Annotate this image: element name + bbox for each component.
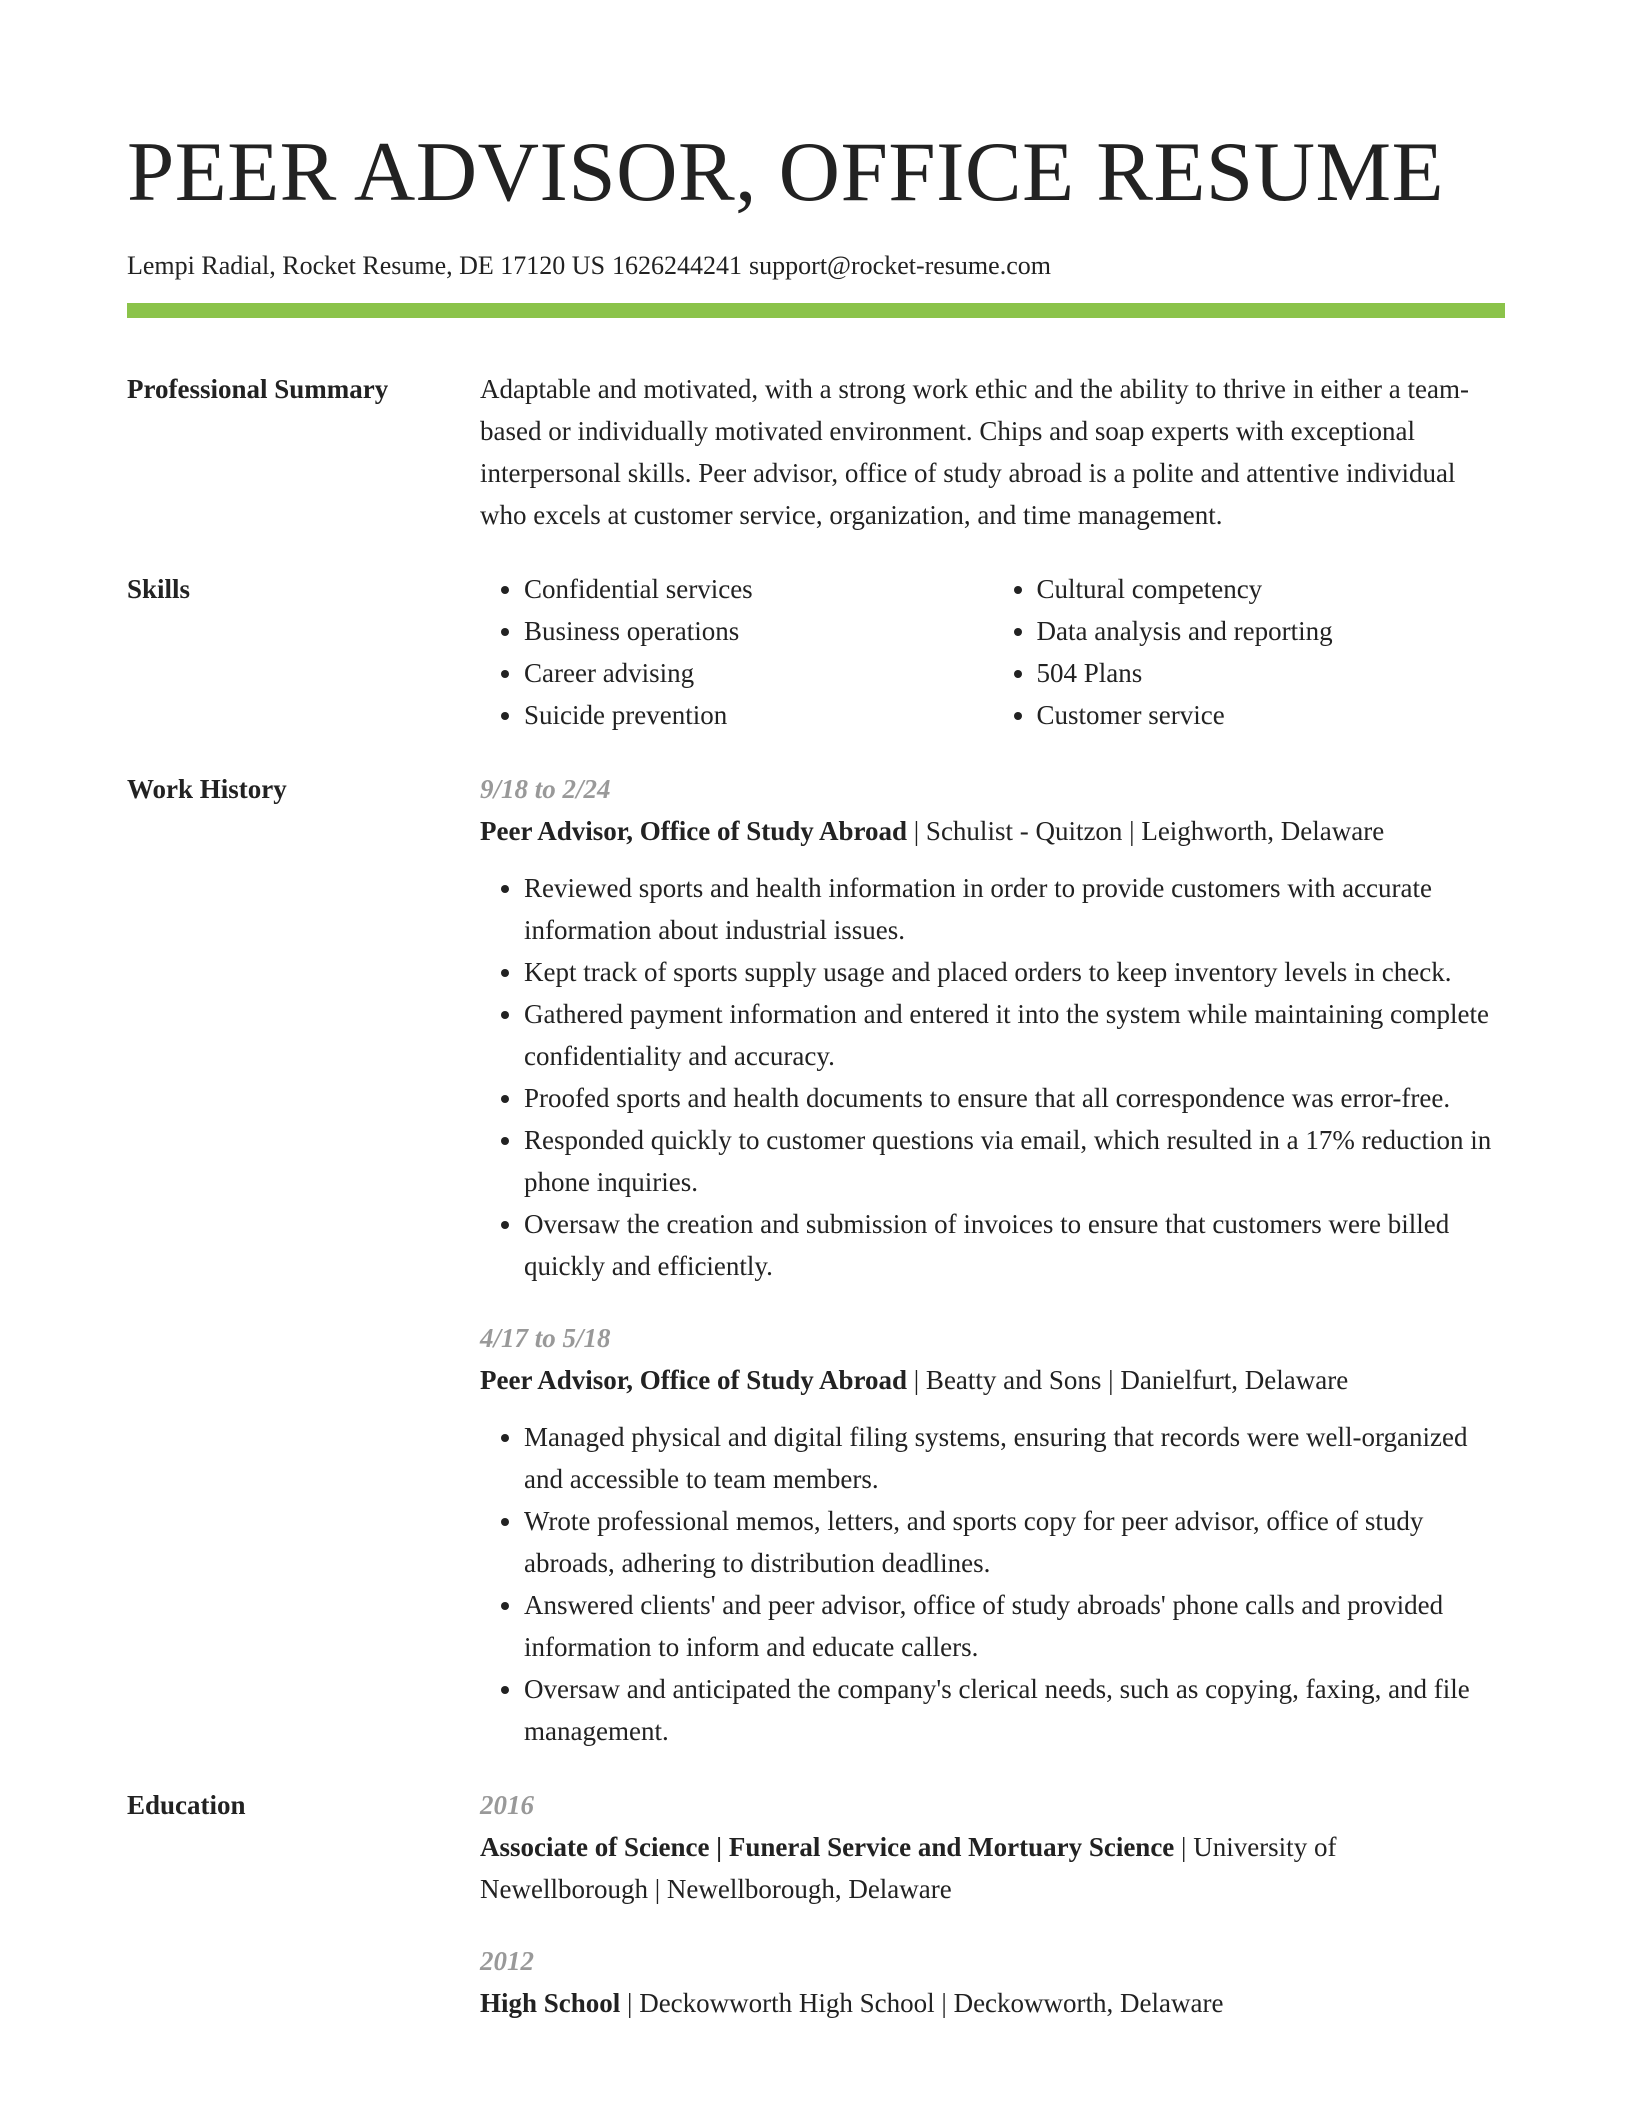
education-degree: Associate of Science | Funeral Service and Mortuary Science: [480, 1832, 1175, 1862]
summary-text: Adaptable and motivated, with a strong work ethic and the ability to thrive in either a team-based or individually motivated environment. Chips and soap experts with exceptional interpersonal skills. Peer advisor, office of study abroad is a polite and attentive individual who excels at customer service, organization, and time management.: [480, 374, 1469, 530]
education-details: | University of Newellborough | Newellborough, Delaware: [480, 1832, 1337, 1904]
job-bullet: • Oversaw and anticipated the company's clerical needs, such as copying, faxing, and file management.: [524, 1668, 1505, 1752]
job-bullet: • Kept track of sports supply usage and placed orders to keep inventory levels in check.: [524, 951, 1505, 993]
header-divider: [127, 303, 1505, 318]
skills-list-right: [993, 568, 1506, 736]
job-bullets: [480, 867, 1505, 1287]
job-bullet: • Oversaw the creation and submission of invoices to ensure that customers were billed quickly and efficiently.: [524, 1203, 1505, 1287]
education-heading: [480, 1982, 1505, 2024]
skill-item: • Customer service: [1037, 694, 1506, 736]
job-bullet: • Answered clients' and peer advisor, office of study abroads' phone calls and provided information to inform and educate callers.: [524, 1584, 1505, 1668]
contact-address: Lempi Radial, Rocket Resume, DE 17120 US: [127, 251, 606, 280]
skill-item: • 504 Plans: [1037, 652, 1506, 694]
job-bullet: • Reviewed sports and health information in order to provide customers with accurate information about industrial issues.: [524, 867, 1505, 951]
job-bullet: • Proofed sports and health documents to ensure that all correspondence was error-free.: [524, 1077, 1505, 1119]
job-title: Peer Advisor, Office of Study Abroad: [480, 1365, 908, 1395]
education-label: Education: [127, 1790, 246, 1820]
skills-section: [127, 568, 1505, 736]
skill-item: • Business operations: [524, 610, 993, 652]
job-date: 4/17 to 5/18: [480, 1323, 611, 1353]
job-bullet: • Wrote professional memos, letters, and sports copy for peer advisor, office of study abroads, adhering to distribution deadlines.: [524, 1500, 1505, 1584]
summary-section: [127, 368, 1505, 536]
job-bullet: • Managed physical and digital filing systems, ensuring that records were well-organized and accessible to team members.: [524, 1416, 1505, 1500]
summary-label: Professional Summary: [127, 374, 389, 404]
contact-phone: 1626244241: [612, 251, 743, 280]
skill-item: • Cultural competency: [1037, 568, 1506, 610]
education-section: [127, 1784, 1505, 2024]
education-degree: High School: [480, 1988, 621, 2018]
skill-item: • Career advising: [524, 652, 993, 694]
skill-item: • Suicide prevention: [524, 694, 993, 736]
skills-label: Skills: [127, 574, 191, 604]
job-bullet: • Responded quickly to customer questions via email, which resulted in a 17% reduction in phone inquiries.: [524, 1119, 1505, 1203]
skill-item: • Data analysis and reporting: [1037, 610, 1506, 652]
job-bullet: • Gathered payment information and entered it into the system while maintaining complete confidentiality and accuracy.: [524, 993, 1505, 1077]
job-title: Peer Advisor, Office of Study Abroad: [480, 816, 908, 846]
contact-email: support@rocket-resume.com: [749, 251, 1051, 280]
work-label: Work History: [127, 774, 287, 804]
education-date: 2016: [480, 1790, 534, 1820]
resume-name: PEER ADVISOR, OFFICE RESUME: [127, 125, 1445, 219]
job-heading: [480, 810, 1505, 852]
contact-line: [127, 248, 1505, 284]
job-entry: [480, 1317, 1505, 1752]
skill-item: • Confidential services: [524, 568, 993, 610]
work-section: [127, 768, 1505, 1752]
job-entry: [480, 768, 1505, 1287]
job-details: | Schulist - Quitzon | Leighworth, Delaware: [907, 816, 1385, 846]
job-date: 9/18 to 2/24: [480, 774, 611, 804]
education-entry: [480, 1940, 1505, 2024]
education-entry: [480, 1784, 1505, 1910]
job-heading: [480, 1359, 1505, 1401]
education-date: 2012: [480, 1946, 534, 1976]
job-details: | Beatty and Sons | Danielfurt, Delaware: [907, 1365, 1349, 1395]
education-details: | Deckowworth High School | Deckowworth, Delaware: [620, 1988, 1224, 2018]
job-bullets: [480, 1416, 1505, 1752]
skills-list-left: [480, 568, 993, 736]
education-heading: [480, 1826, 1505, 1910]
